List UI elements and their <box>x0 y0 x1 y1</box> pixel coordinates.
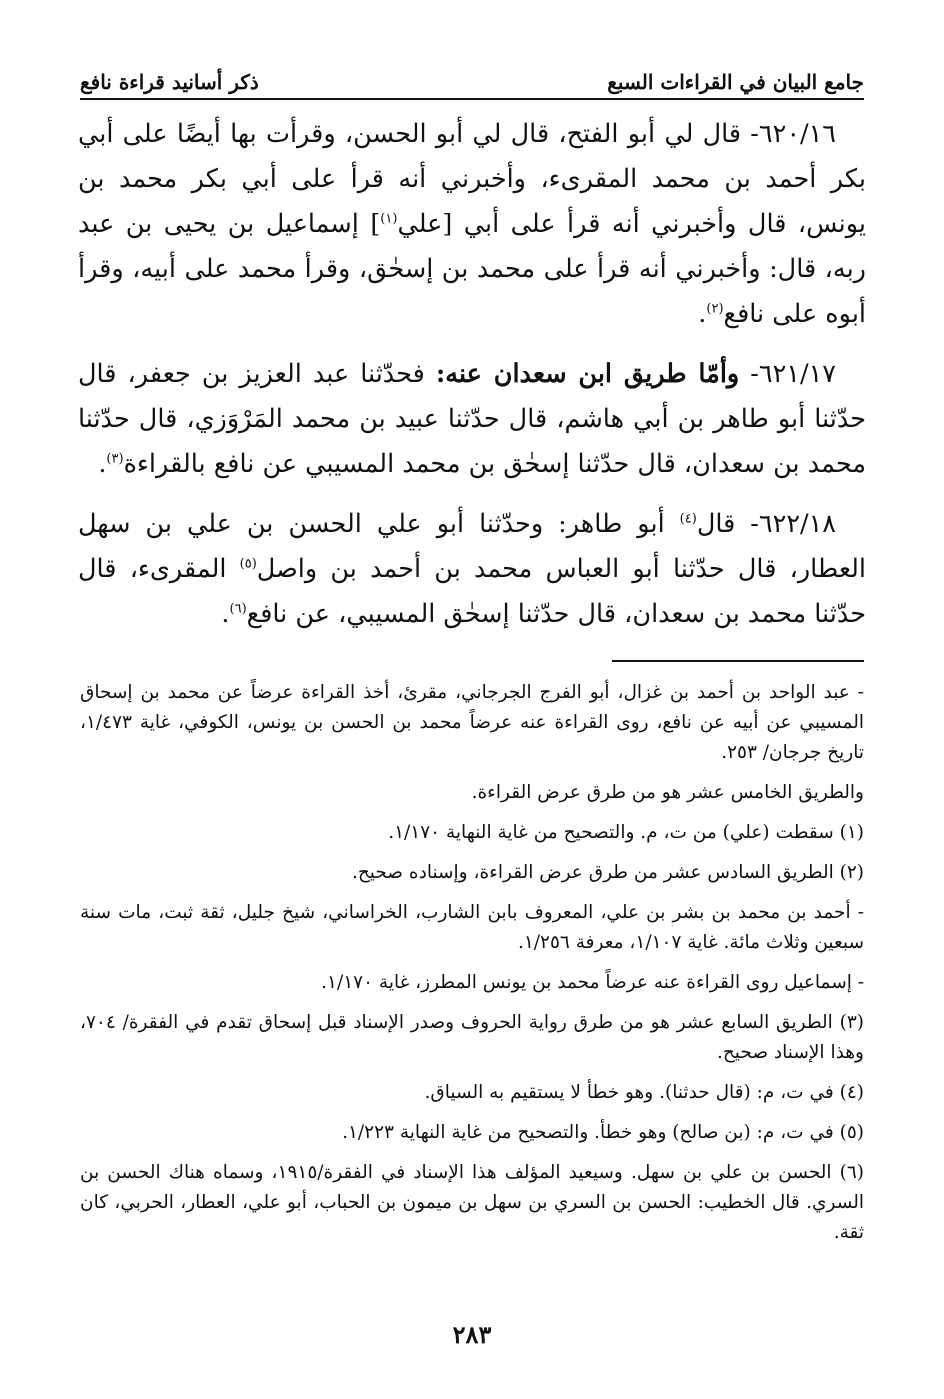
footnote-separator <box>612 660 864 662</box>
footnote-carryover: والطريق الخامس عشر هو من طرق عرض القراءة. <box>471 782 864 803</box>
paragraph-text: . <box>221 599 230 629</box>
paragraph-text: ] إسماعيل بن يحيى بن عبد ربه، قال: وأخبرني أنه قرأ على محمد بن إسحٰق، وقرأ محمد على أبيه، وقرأ أبوه على نافع <box>78 209 866 329</box>
main-text <box>78 112 866 652</box>
paragraph-622 <box>78 502 866 637</box>
paragraph-number: ٦٢١/١٧- <box>739 359 836 389</box>
footnote-4: (٤) في ت، م: (قال حدثنا). وهو خطأ لا يستقيم به السياق. <box>424 1082 864 1103</box>
paragraph-text: . <box>98 449 107 479</box>
paragraph-text: المقرىء، قال حدّثنا محمد بن سعدان، قال حدّثنا إسحٰق المسيبي، عن نافع <box>78 554 866 629</box>
paragraph-text: ٦٢٢/١٨- قال <box>696 509 836 539</box>
footnote-1: (١) سقطت (علي) من ت، م. والتصحيح من غاية النهاية ١/١٧٠. <box>388 822 864 843</box>
footnote-2-note: - أحمد بن محمد بن بشر بن علي، المعروف بابن الشارب، الخراساني، شيخ جليل، ثقة ثبت، مات سنة سبعين وثلاث مائة. غاية ١/١٠٧، معرفة ١/٢٥٦. <box>80 902 864 953</box>
paragraph-text: ٦٢٠/١٦- قال لي أبو الفتح، قال لي أبو الحسن، وقرأت بها أيضًا على أبي بكر أحمد بن محمد المقرىء، وأخبرني أنه قرأ على أبي بكر محمد بن يونس، قال وأخبرني أنه قرأ على أبي [علي <box>78 119 866 239</box>
footnote-2-note: - إسماعيل روى القراءة عنه عرضاً محمد بن يونس المطرز، غاية ١/١٧٠. <box>321 972 864 993</box>
running-head <box>80 58 864 100</box>
paragraph-text: فحدّثنا عبد العزيز بن جعفر، قال حدّثنا أبو طاهر بن أبي هاشم، قال حدّثنا عبيد بن محمد المَرْوَزي، قال حدّثنا محمد بن سعدان، قال حدّثنا إسحٰق بن محمد المسيبي عن نافع بالقراءة <box>78 359 866 479</box>
chapter-title: ذكر أسانيد قراءة نافع <box>80 70 259 94</box>
footnote-marker[interactable]: (١) <box>380 211 398 227</box>
footnote-marker[interactable]: (٥) <box>239 556 257 572</box>
paragraph-620 <box>78 112 866 337</box>
footnote-5: (٥) في ت، م: (بن صالح) وهو خطأ. والتصحيح من غاية النهاية ١/٢٢٣. <box>342 1122 864 1143</box>
footnote-marker[interactable]: (٦) <box>229 601 247 617</box>
footnote-6: (٦) الحسن بن علي بن سهل. وسيعيد المؤلف هذا الإسناد في الفقرة/١٩١٥، وسماه هناك الحسن بن السري. قال الخطيب: الحسن بن السري بن سهل بن ميمون بن الحباب، أبو علي، العطار، الحربي، كان ثقة. <box>80 1162 864 1243</box>
paragraph-text: أبو طاهر: وحدّثنا أبو علي الحسن بن علي بن سهل العطار، قال حدّثنا أبو العباس محمد بن أحمد بن واصل <box>78 509 866 584</box>
footnote-3: (٣) الطريق السابع عشر هو من طرق رواية الحروف وصدر الإسناد قبل إسحاق تقدم في الفقرة/ ٧٠٤، وهذا الإسناد صحيح. <box>80 1012 864 1063</box>
section-lead: وأمّا طريق ابن سعدان عنه: <box>435 359 740 389</box>
paragraph-text: . <box>698 299 707 329</box>
paragraph-621 <box>78 352 866 487</box>
footnote-marker[interactable]: (٤) <box>679 511 697 527</box>
book-title: جامع البيان في القراءات السبع <box>607 70 864 94</box>
footnote-marker[interactable]: (٢) <box>706 301 724 317</box>
footnote-carryover: - عبد الواحد بن أحمد بن غزال، أبو الفرج الجرجاني، مقرئ، أخذ القراءة عرضاً عن محمد بن إسحاق المسيبي عن أبيه عن نافع، روى القراءة عنه عرضاً محمد بن الحسن بن يونس، الكوفي، غاية ١/٤٧٣، تاريخ جرجان/ ٢٥٣. <box>80 682 864 763</box>
footnotes <box>80 678 864 1258</box>
footnote-2: (٢) الطريق السادس عشر من طرق عرض القراءة، وإسناده صحيح. <box>351 862 864 883</box>
page-number: ٢٨٣ <box>452 1320 492 1349</box>
footnote-marker[interactable]: (٣) <box>106 451 124 467</box>
